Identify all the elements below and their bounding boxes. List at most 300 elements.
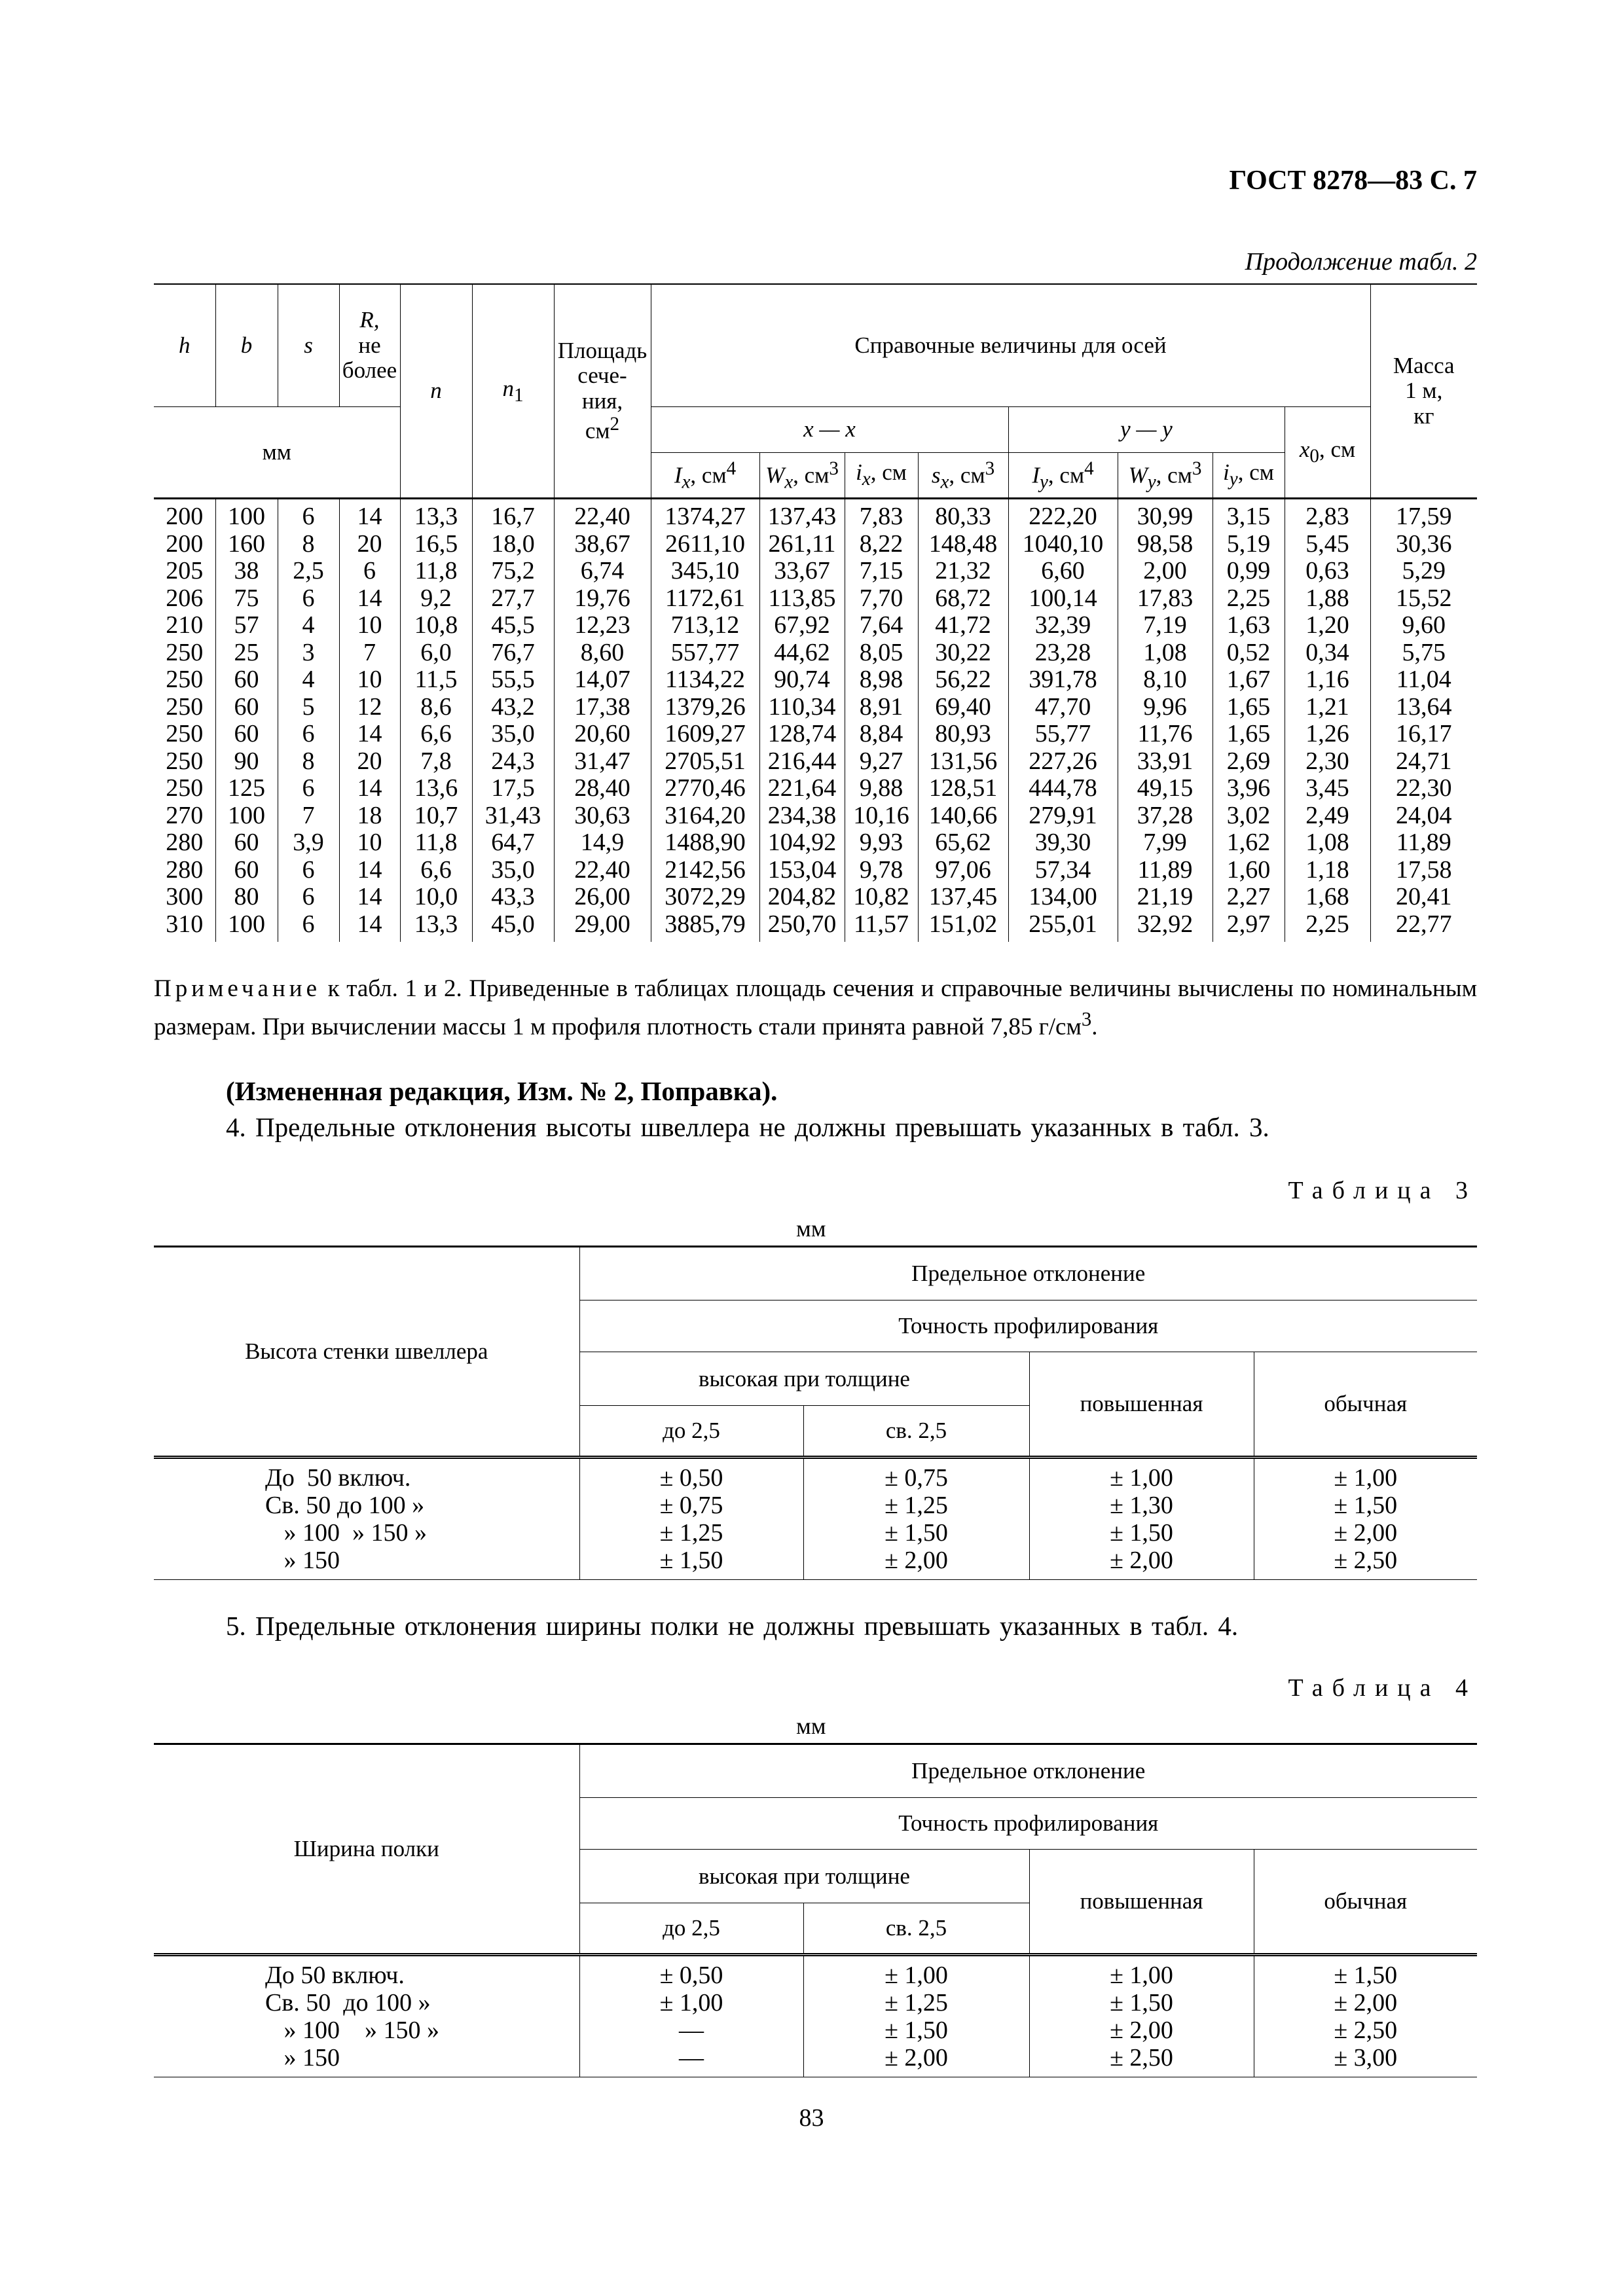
table-row — [154, 639, 1477, 667]
table-cell: 9,60 — [1370, 612, 1477, 639]
table-cell: 17,83 — [1118, 585, 1213, 613]
col-r — [339, 284, 400, 407]
table-cell: 6,6 — [400, 857, 472, 884]
table-cell: 3,15 — [1213, 499, 1285, 531]
table-note — [154, 974, 1477, 1042]
table-cell: 7,70 — [845, 585, 918, 613]
table-cell: 31,43 — [472, 802, 554, 830]
table-cell: 16,17 — [1370, 721, 1477, 748]
col-axis-xx: x — x — [651, 407, 1008, 453]
table-row — [154, 802, 1477, 830]
table-cell: 1,16 — [1285, 666, 1370, 694]
table-cell: 5,29 — [1370, 558, 1477, 585]
table-cell: 227,26 — [1008, 748, 1118, 776]
table-cell: 100 — [215, 911, 278, 942]
table-cell: 14 — [339, 884, 400, 911]
table-cell: 98,58 — [1118, 531, 1213, 558]
table-cell: 125 — [215, 775, 278, 802]
table-cell: 1134,22 — [651, 666, 759, 694]
table-cell: До 50 включ. — [154, 1955, 579, 1990]
col-iy-radius-symbol: i — [1223, 459, 1230, 486]
table-cell: 6,0 — [400, 639, 472, 667]
col-wx-sub: x — [784, 471, 793, 493]
table-cell: 24,04 — [1370, 802, 1477, 830]
table-row — [154, 829, 1477, 857]
table-row — [154, 1492, 1477, 1519]
table-row — [154, 721, 1477, 748]
table-cell: 13,3 — [400, 499, 472, 531]
table-cell: 9,93 — [845, 829, 918, 857]
table-cell: 206 — [154, 585, 215, 613]
table-cell: 6,60 — [1008, 558, 1118, 585]
table-cell: 32,39 — [1008, 612, 1118, 639]
table-cell: 68,72 — [918, 585, 1008, 613]
table-cell: 9,96 — [1118, 694, 1213, 721]
table-cell: 2,25 — [1213, 585, 1285, 613]
table-cell: 22,77 — [1370, 911, 1477, 942]
table-cell: ± 1,00 — [1254, 1458, 1477, 1492]
table-cell: 57,34 — [1008, 857, 1118, 884]
col-wy-symbol: W — [1128, 462, 1148, 488]
table-cell: 60 — [215, 857, 278, 884]
table-cell: 14 — [339, 911, 400, 942]
table-cell: ± 1,50 — [1254, 1955, 1477, 1990]
table-cell: 80,93 — [918, 721, 1008, 748]
table-cell: 3 — [278, 639, 339, 667]
table-3-normal: обычная — [1254, 1352, 1477, 1458]
col-x0-symbol: x — [1299, 437, 1310, 463]
col-r-line2: не — [358, 332, 381, 358]
col-area-sup: 2 — [610, 414, 620, 435]
table-cell: 60 — [215, 829, 278, 857]
table-cell: 261,11 — [759, 531, 845, 558]
col-ix-radius-sub: x — [862, 469, 871, 490]
table-cell: 11,8 — [400, 829, 472, 857]
table-cell: 444,78 — [1008, 775, 1118, 802]
table-cell: 1374,27 — [651, 499, 759, 531]
table-cell: ± 1,00 — [1029, 1458, 1254, 1492]
table-cell: 10,8 — [400, 612, 472, 639]
table-cell: ± 0,75 — [803, 1458, 1029, 1492]
table-cell: 22,30 — [1370, 775, 1477, 802]
table-cell: 204,82 — [759, 884, 845, 911]
table-cell: ± 1,25 — [803, 1492, 1029, 1519]
table-cell: 250 — [154, 775, 215, 802]
table-cell: 45,5 — [472, 612, 554, 639]
table-cell: 26,00 — [554, 884, 651, 911]
table-cell: 2705,51 — [651, 748, 759, 776]
col-mass-l1: Масса — [1393, 352, 1455, 378]
table-cell: 2142,56 — [651, 857, 759, 884]
table-cell: 140,66 — [918, 802, 1008, 830]
col-mass-l2: 1 м, — [1405, 378, 1443, 404]
table-cell: 21,32 — [918, 558, 1008, 585]
table-cell: 10 — [339, 666, 400, 694]
table-cell: 1,21 — [1285, 694, 1370, 721]
col-sx-sup: 3 — [985, 457, 995, 479]
table-cell: 216,44 — [759, 748, 845, 776]
table-cell: 0,99 — [1213, 558, 1285, 585]
table-cell: 10 — [339, 829, 400, 857]
table-cell: 30,22 — [918, 639, 1008, 667]
table-cell: 2,69 — [1213, 748, 1285, 776]
col-mass — [1370, 284, 1477, 499]
table-4-accuracy: Точность профилирования — [579, 1798, 1477, 1850]
table-cell: 11,76 — [1118, 721, 1213, 748]
table-3-title: Таблица 3 — [1288, 1177, 1477, 1204]
col-sx-unit: , см — [949, 462, 985, 488]
table-cell: 6 — [278, 857, 339, 884]
table-cell: ± 2,00 — [1254, 1519, 1477, 1547]
table-cell: 11,89 — [1118, 857, 1213, 884]
table-cell: 11,04 — [1370, 666, 1477, 694]
table-cell: 2611,10 — [651, 531, 759, 558]
table-cell: 1,65 — [1213, 721, 1285, 748]
table-cell: 1,20 — [1285, 612, 1370, 639]
table-cell: 38,67 — [554, 531, 651, 558]
table-row — [154, 1989, 1477, 2017]
table-cell: 234,38 — [759, 802, 845, 830]
table-cell: 4 — [278, 666, 339, 694]
table-cell: 1,60 — [1213, 857, 1285, 884]
table-cell: 12 — [339, 694, 400, 721]
col-ix-moment — [651, 453, 759, 499]
col-n1-sub: 1 — [513, 384, 524, 406]
table-cell: 30,36 — [1370, 531, 1477, 558]
table-cell: 8,84 — [845, 721, 918, 748]
table-cell: 6 — [278, 911, 339, 942]
table-cell: ± 2,00 — [803, 2044, 1029, 2077]
table-3-over: св. 2,5 — [803, 1406, 1029, 1458]
paragraph-5: 5. Предельные отклонения ширины полки не должны превышать указанных в табл. 4. — [226, 1611, 1239, 1641]
col-mm: мм — [154, 407, 400, 499]
table-cell: 6 — [278, 884, 339, 911]
table-2 — [154, 283, 1477, 942]
table-cell: 55,77 — [1008, 721, 1118, 748]
table-4-raised: повышенная — [1029, 1850, 1254, 1955]
col-iy-moment-sup: 4 — [1084, 457, 1094, 479]
table-cell: 11,5 — [400, 666, 472, 694]
table-cell: 2770,46 — [651, 775, 759, 802]
table-cell: 14,9 — [554, 829, 651, 857]
table-cell: ± 2,50 — [1029, 2044, 1254, 2077]
table-cell: 131,56 — [918, 748, 1008, 776]
table-cell: 14 — [339, 721, 400, 748]
table-cell: 104,92 — [759, 829, 845, 857]
table-cell: ± 1,30 — [1029, 1492, 1254, 1519]
table-cell: 47,70 — [1008, 694, 1118, 721]
table-cell: 310 — [154, 911, 215, 942]
table-cell: 65,62 — [918, 829, 1008, 857]
table-cell: 7,8 — [400, 748, 472, 776]
table-cell: 32,92 — [1118, 911, 1213, 942]
table-cell: 16,5 — [400, 531, 472, 558]
table-cell: 3164,20 — [651, 802, 759, 830]
table-cell: — — [579, 2017, 803, 2044]
table-cell: 2,25 — [1285, 911, 1370, 942]
col-r-symbol: R, — [359, 307, 380, 333]
table-cell: 45,0 — [472, 911, 554, 942]
table-cell: 100 — [215, 802, 278, 830]
table-cell: 100,14 — [1008, 585, 1118, 613]
table-row — [154, 884, 1477, 911]
table-cell: 14 — [339, 499, 400, 531]
table-cell: 24,3 — [472, 748, 554, 776]
table-cell: 3,02 — [1213, 802, 1285, 830]
table-cell: 18 — [339, 802, 400, 830]
table-cell: 33,67 — [759, 558, 845, 585]
table-3-accuracy: Точность профилирования — [579, 1300, 1477, 1352]
col-n: n — [400, 284, 472, 499]
table-cell: 57 — [215, 612, 278, 639]
table-cell: 13,6 — [400, 775, 472, 802]
col-area-l3: ния, — [581, 387, 623, 414]
table-cell: 2,49 — [1285, 802, 1370, 830]
table-cell: ± 2,50 — [1254, 2017, 1477, 2044]
table-4-deviation: Предельное отклонение — [579, 1744, 1477, 1798]
table-cell: 3,45 — [1285, 775, 1370, 802]
table-4-over: св. 2,5 — [803, 1903, 1029, 1955]
table-cell: 300 — [154, 884, 215, 911]
table-cell: 16,7 — [472, 499, 554, 531]
table-cell: 2,83 — [1285, 499, 1370, 531]
col-n1 — [472, 284, 554, 499]
table-cell: 148,48 — [918, 531, 1008, 558]
table-4-col1: Ширина полки — [154, 1744, 579, 1955]
table-row — [154, 585, 1477, 613]
table-cell: ± 1,00 — [579, 1989, 803, 2017]
table-cell: 27,7 — [472, 585, 554, 613]
table-cell: 3072,29 — [651, 884, 759, 911]
table-cell: ± 1,50 — [1029, 1989, 1254, 2017]
table-cell: 4 — [278, 612, 339, 639]
table-cell: 17,5 — [472, 775, 554, 802]
table-cell: 43,3 — [472, 884, 554, 911]
col-ix-moment-unit: , см — [690, 462, 727, 488]
col-ix-moment-sub: x — [682, 471, 691, 493]
table-cell: 0,34 — [1285, 639, 1370, 667]
table-cell: 67,92 — [759, 612, 845, 639]
table-row — [154, 612, 1477, 639]
table-cell: 1488,90 — [651, 829, 759, 857]
col-x0-sub: 0 — [1309, 446, 1319, 467]
col-area-l2: сече- — [577, 363, 627, 389]
table-cell: ± 1,50 — [1029, 1519, 1254, 1547]
col-mass-l3: кг — [1413, 403, 1434, 429]
table-cell: 14 — [339, 585, 400, 613]
col-x0 — [1285, 407, 1370, 499]
table-cell: 1,63 — [1213, 612, 1285, 639]
col-ix-moment-symbol: I — [674, 462, 682, 488]
table-cell: 6 — [278, 721, 339, 748]
table-cell: 10,16 — [845, 802, 918, 830]
table-cell: 3885,79 — [651, 911, 759, 942]
table-cell: 250 — [154, 748, 215, 776]
table-row — [154, 857, 1477, 884]
table-cell: 1,26 — [1285, 721, 1370, 748]
table-cell: 90,74 — [759, 666, 845, 694]
col-wx-symbol: W — [765, 462, 785, 488]
table-cell: 280 — [154, 857, 215, 884]
table-cell: 153,04 — [759, 857, 845, 884]
col-wy-sub: y — [1147, 471, 1156, 493]
table-cell: 2,27 — [1213, 884, 1285, 911]
table-cell: 80,33 — [918, 499, 1008, 531]
table-2-body — [154, 499, 1477, 942]
table-row — [154, 499, 1477, 531]
table-cell: 8,10 — [1118, 666, 1213, 694]
table-cell: 137,45 — [918, 884, 1008, 911]
table-row — [154, 1458, 1477, 1492]
table-cell: ± 1,50 — [803, 2017, 1029, 2044]
table-cell: 15,52 — [1370, 585, 1477, 613]
table-cell: ± 1,00 — [803, 1955, 1029, 1990]
col-ix-radius — [845, 453, 918, 499]
table-cell: До 50 включ. — [154, 1458, 579, 1492]
table-cell: 200 — [154, 531, 215, 558]
table-cell: ± 1,50 — [803, 1519, 1029, 1547]
table-cell: 23,28 — [1008, 639, 1118, 667]
col-x0-unit: , см — [1319, 437, 1356, 463]
table-cell: ± 2,00 — [1029, 1547, 1254, 1580]
table-cell: ± 1,50 — [1254, 1492, 1477, 1519]
table-cell: 17,38 — [554, 694, 651, 721]
table-cell: 9,27 — [845, 748, 918, 776]
table-cell: 1,08 — [1118, 639, 1213, 667]
table-row — [154, 694, 1477, 721]
table-cell: » 100 » 150 » — [154, 2017, 579, 2044]
table-cell: ± 2,00 — [803, 1547, 1029, 1580]
col-sx-sub: x — [940, 471, 949, 493]
changed-edition-note: (Измененная редакция, Изм. № 2, Поправка). — [226, 1076, 778, 1106]
table-cell: Св. 50 до 100 » — [154, 1492, 579, 1519]
table-row — [154, 1519, 1477, 1547]
table-cell: 29,00 — [554, 911, 651, 942]
table-cell: 14 — [339, 857, 400, 884]
table-cell: 1609,27 — [651, 721, 759, 748]
table-cell: 1172,61 — [651, 585, 759, 613]
table-cell: 250,70 — [759, 911, 845, 942]
table-cell: 31,47 — [554, 748, 651, 776]
col-h: h — [154, 284, 215, 407]
table-4-normal: обычная — [1254, 1850, 1477, 1955]
table-cell: 100 — [215, 499, 278, 531]
col-wx-sup: 3 — [829, 457, 839, 479]
table-cell: 250 — [154, 639, 215, 667]
table-cell: 10,82 — [845, 884, 918, 911]
table-cell: 13,3 — [400, 911, 472, 942]
table-cell: 2,5 — [278, 558, 339, 585]
table-cell: 25 — [215, 639, 278, 667]
table-cell: 9,2 — [400, 585, 472, 613]
page-header: ГОСТ 8278—83 С. 7 — [1229, 166, 1477, 196]
table-cell: 17,58 — [1370, 857, 1477, 884]
table-cell: 97,06 — [918, 857, 1008, 884]
table-cell: 9,88 — [845, 775, 918, 802]
table-cell: 7 — [278, 802, 339, 830]
table-row — [154, 748, 1477, 776]
table-cell: ± 1,50 — [579, 1547, 803, 1580]
table-cell: 280 — [154, 829, 215, 857]
table-cell: Св. 50 до 100 » — [154, 1989, 579, 2017]
table-cell: 6 — [278, 585, 339, 613]
table-cell: 2,97 — [1213, 911, 1285, 942]
paragraph-4: 4. Предельные отклонения высоты швеллера не должны превышать указанных в табл. 3. — [226, 1112, 1269, 1142]
table-cell: 250 — [154, 666, 215, 694]
table-cell: 6 — [278, 499, 339, 531]
table-3-body — [154, 1458, 1477, 1580]
table-row — [154, 666, 1477, 694]
table-cell: 113,85 — [759, 585, 845, 613]
table-cell: 8 — [278, 531, 339, 558]
table-cell: 5,45 — [1285, 531, 1370, 558]
table-cell: ± 2,50 — [1254, 1547, 1477, 1580]
table-cell: » 100 » 150 » — [154, 1519, 579, 1547]
table-cell: 17,59 — [1370, 499, 1477, 531]
table-cell: 1,18 — [1285, 857, 1370, 884]
table-cell: 18,0 — [472, 531, 554, 558]
table-cell: ± 1,25 — [803, 1989, 1029, 2017]
col-area — [554, 284, 651, 499]
table-cell: 20,60 — [554, 721, 651, 748]
note-text: к табл. 1 и 2. Приведенные в таблицах площадь сечения и справочные величины вычислены по номинальным размерам. При вычислении массы 1 м профиля плотность стали принята равной 7,85 г/см — [154, 975, 1477, 1041]
table-cell: 6 — [278, 775, 339, 802]
table-cell: 8,6 — [400, 694, 472, 721]
table-cell: 80 — [215, 884, 278, 911]
table-cell: 3,96 — [1213, 775, 1285, 802]
table-cell: ± 0,75 — [579, 1492, 803, 1519]
table-cell: 270 — [154, 802, 215, 830]
table-cell: ± 1,00 — [1029, 1955, 1254, 1990]
col-area-l1: Площадь — [557, 337, 647, 363]
table-cell: 110,34 — [759, 694, 845, 721]
table-cell: 5 — [278, 694, 339, 721]
col-wx-unit: , см — [793, 462, 830, 488]
table-cell: 221,64 — [759, 775, 845, 802]
col-iy-moment — [1008, 453, 1118, 499]
table-cell: 1,67 — [1213, 666, 1285, 694]
col-ix-radius-symbol: i — [856, 459, 862, 486]
table-cell: 128,74 — [759, 721, 845, 748]
table-cell: 6,74 — [554, 558, 651, 585]
col-axis-yy: y — y — [1008, 407, 1285, 453]
table-cell: 56,22 — [918, 666, 1008, 694]
table-cell: 1,88 — [1285, 585, 1370, 613]
table-cell: 391,78 — [1008, 666, 1118, 694]
col-s: s — [278, 284, 339, 407]
table-cell: 2,00 — [1118, 558, 1213, 585]
table-cell: 557,77 — [651, 639, 759, 667]
col-iy-moment-symbol: I — [1032, 462, 1040, 488]
table-3 — [154, 1246, 1477, 1580]
table-cell: ± 3,00 — [1254, 2044, 1477, 2077]
table-cell: 9,78 — [845, 857, 918, 884]
table-cell: 200 — [154, 499, 215, 531]
table-cell: 33,91 — [1118, 748, 1213, 776]
table-row — [154, 2017, 1477, 2044]
table-cell: 69,40 — [918, 694, 1008, 721]
table-4-unit: мм — [796, 1713, 826, 1739]
col-iy-radius-sub: y — [1229, 469, 1238, 490]
table-cell: 279,91 — [1008, 802, 1118, 830]
col-iy-radius — [1213, 453, 1285, 499]
col-b: b — [215, 284, 278, 407]
note-end: . — [1091, 1013, 1098, 1041]
table-cell: 21,19 — [1118, 884, 1213, 911]
table-cell: 0,63 — [1285, 558, 1370, 585]
table-cell: 134,00 — [1008, 884, 1118, 911]
table-cell: 28,40 — [554, 775, 651, 802]
